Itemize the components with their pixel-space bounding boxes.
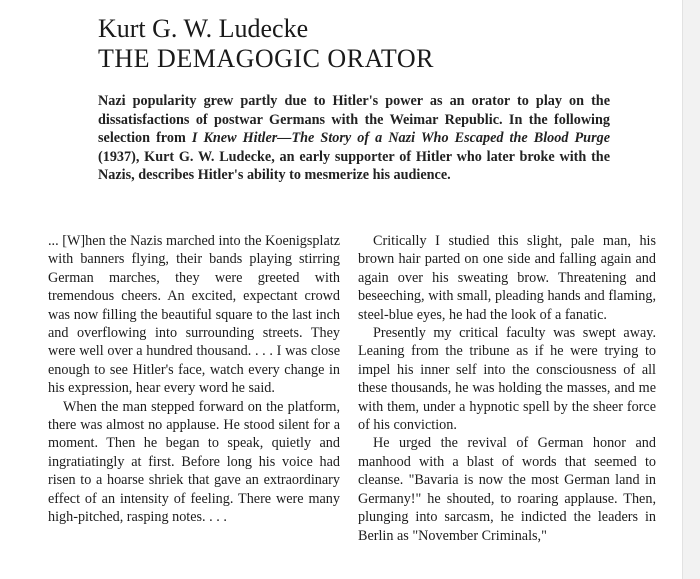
body-paragraph: Presently my critical faculty was swept away. Leaning from the tribune as if he were trying to impel his inner self into the consciousness of all these thousands, he was holding the masses, and me with them, under a hypnotic spell by the sheer force of his conviction. [358,325,656,434]
author-name: Kurt G. W. Ludecke [98,14,309,43]
chapter-title: THE DEMAGOGIC ORATOR [98,44,434,73]
body-paragraph: ... [W]hen the Nazis marched into the Koenigsplatz with banners flying, their bands playing stirring German marches, they were greeted with tremendous cheers. An excited, expectant crowd was now filling the beautiful square to the last inch and overflowing into surrounding streets. They were well over a hundred thousand. . . . I was close enough to see Hitler's face, watch every change in his expression, hear every word he said. [48,233,340,397]
body-paragraph: Critically I studied this slight, pale man, his brown hair parted on one side and falling again and again over his sweating brow. Threatening and beseeching, with small, pleading hands and flaming, steel-blue eyes, he had the look of a fanatic. [358,233,656,323]
intro-paragraph [98,92,610,185]
intro-text-start: Nazi popularity grew partly due to Hitler's power as an orator to play on the dissatisfactions of postwar Germans with the Weimar Republic. In the following selection from [98,93,610,147]
body-paragraph: He urged the revival of German honor and manhood with a blast of words that seemed to cleanse. "Bavaria is now the most German land in Germany!" he shouted, to roaring applause. Then, plunging into sarcasm, he indicted the leaders in Berlin as "November Criminals," [358,435,656,544]
page-margin [683,0,700,579]
body-paragraph: When the man stepped forward on the platform, there was almost no applause. He stood silent for a moment. Then he began to speak, quietly and ingratiatingly at first. Before long his voice had risen to a hoarse shriek that gave an extraordinary effect of an intensity of feeling. There were many high-pitched, rasping notes. . . . [48,398,340,526]
intro-text-end: (1937), Kurt G. W. Ludecke, an early supporter of Hitler who later broke with the Nazis, describes Hitler's ability to mesmerize his audience. [98,148,610,184]
body-column-left [48,232,340,527]
body-column-right [358,232,656,545]
intro-book-title: I Knew Hitler—The Story of a Nazi Who Escaped the Blood Purge [191,130,610,147]
